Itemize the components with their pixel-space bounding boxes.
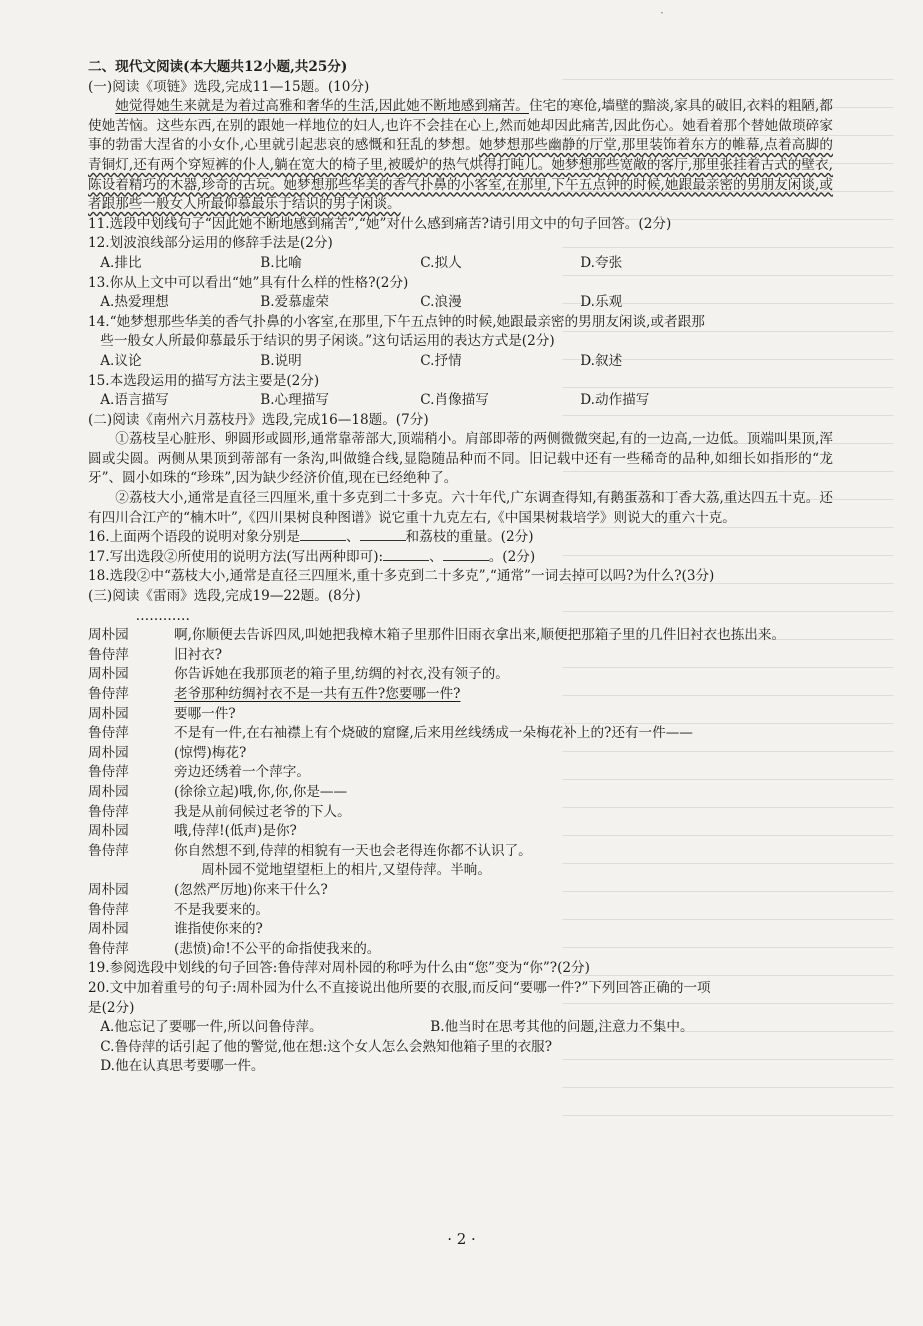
option: B.心理描写 [260,392,329,409]
option: A.他忘记了要哪一件,所以问鲁侍萍。 [100,1019,323,1036]
dialogue-block [88,626,833,959]
option: C.拟人 [420,254,462,271]
option: B.说明 [260,352,302,369]
option: D.夸张 [580,254,623,271]
q17-text-end: 。(2分) [488,548,536,565]
option: A.议论 [100,352,142,369]
option: D.乐观 [580,294,623,311]
speaker: 周朴园 [88,881,129,898]
option: C.肖像描写 [420,392,489,409]
speech: 不是有一件,在右袖襟上有个烧破的窟窿,后来用丝线绣成一朵梅花补上的?还有一件—— [174,725,693,742]
option: B.他当时在思考其他的问题,注意力不集中。 [430,1019,694,1036]
dialogue-line [88,803,833,823]
speaker: 鲁侍萍 [88,901,129,918]
dialogue-line [88,901,833,921]
q16-text: 16.上面两个语段的说明对象分别是 [88,529,300,546]
speaker: 周朴园 [88,744,129,761]
part3-heading: (三)阅读《雷雨》选段,完成19—22题。(8分) [88,588,361,605]
q15-options [88,391,833,411]
question-12: 12.划波浪线部分运用的修辞手法是(2分) [88,235,333,252]
q17-text: 17.写出选段②所使用的说明方法(写出两种即可): [88,548,384,565]
option: C.浪漫 [420,294,462,311]
speaker: 周朴园 [88,921,129,938]
question-16 [88,528,833,548]
top-mark: · [660,6,664,20]
speaker: 鲁侍萍 [88,725,129,742]
dialogue-line [88,822,833,842]
dialogue-line [88,626,833,646]
q16-sep: 、 [345,529,360,546]
option: D.他在认真思考要哪一件。 [100,1058,265,1075]
speaker: 鲁侍萍 [88,803,129,820]
q12-options [88,254,833,274]
speech: 我是从前伺候过老爷的下人。 [174,803,351,820]
question-19: 19.参阅选段中划线的句子回答:鲁侍萍对周朴园的称呼为什么由“您”变为“你”?(2分) [88,960,590,977]
underlined-speech: 老爷那种纺绸衬衣不是一共有五件?您要哪一件? [174,686,461,702]
question-14-cont: 些一般女人所最仰慕最乐于结识的男子闲谈。”这句话运用的表达方式是(2分) [100,333,555,350]
speaker: 周朴园 [88,627,129,644]
part1-passage [88,97,833,215]
stage-direction: 周朴园不觉地望望柜上的相片,又望侍萍。半晌。 [201,862,491,879]
option: C.抒情 [420,352,462,369]
dialogue-line [88,842,833,862]
q17-sep: 、 [429,548,443,565]
dialogue-line [88,685,833,705]
speech: 不是我要来的。 [174,901,270,918]
speech: (忽然严厉地)你来干什么? [174,881,328,898]
part2-paragraph-2: ②荔枝大小,通常是直径三四厘米,重十多克到二十多克。六十年代,广东调查得知,有鹅蛋荔和丁香大荔,重达四五十克。还有四川合江产的“楠木叶”,《四川果树良种图谱》说它重十九克左右,《中国果树栽培学》则说大的重六十克。 [88,490,833,526]
dialogue-line [88,920,833,940]
wavy-underlined-text: 她梦想那些幽静的厅堂,那里装饰着东方的帷幕,点着高脚的青铜灯,还有两个穿短裤的仆人,躺在宽大的椅子里,被暖炉的热气烘得打盹儿。她梦想那些宽敞的客厅,那里张挂着古式的壁衣,陈设着精巧的木器,珍奇的古玩。她梦想那些华美的香气扑鼻的小客室,在那里,下午五点钟的时候,她跟最亲密的男朋友闲谈,或者跟那些一般女人所最仰慕最乐于结识的男子闲谈。 [88,137,833,213]
question-15: 15.本选段运用的描写方法主要是(2分) [88,372,320,389]
question-20-cont: 是(2分) [88,999,135,1016]
answer-blank[interactable] [300,528,346,541]
dialogue-line [88,881,833,901]
speech: 你告诉她在我那顶老的箱子里,纺绸的衬衣,没有领子的。 [174,666,509,683]
option: B.爱慕虚荣 [260,294,329,311]
speech: 谁指使你来的? [174,921,263,938]
dialogue-ellipsis: ………… [135,607,190,624]
speaker: 周朴园 [88,666,129,683]
speaker: 周朴园 [88,783,129,800]
dialogue-line [88,646,833,666]
dialogue-line [88,783,833,803]
question-18: 18.选段②中“荔枝大小,通常是直径三四厘米,重十多克到二十多克”,“通常”一词去掉可以吗?为什么?(3分) [88,568,715,585]
dialogue-line [88,763,833,783]
speech: (徐徐立起)哦,你,你,你是—— [174,783,348,800]
answer-blank[interactable] [443,548,489,561]
section-title: 二、现代文阅读(本大题共12小题,共25分) [88,59,348,75]
answer-blank[interactable] [383,548,429,561]
dialogue-line [88,665,833,685]
speech: 哦,侍萍!(低声)是你? [174,823,297,840]
page-number: · 2 · [447,1230,476,1248]
speech: 啊,你顺便去告诉四凤,叫她把我樟木箱子里那件旧雨衣拿出来,顺便把那箱子里的几件旧衬衣也拣出来。 [174,627,786,644]
question-13: 13.你从上文中可以看出“她”具有什么样的性格?(2分) [88,274,409,291]
speech: (惊愕)梅花? [174,744,247,761]
q13-options [88,293,833,313]
passage-text: 住宅的寒伧,墙壁的黯淡,家具的破旧,衣料的粗陋,都使她苦恼。这些东西,在别的跟她一样地位的妇人,也许不会挂在心上,然而她却因此痛苦,因此伤心。她看着那个替她做琐碎家事的勃雷大涅省的小女仆,心里就引起悲哀的感慨和狂乱的梦想。 [88,98,833,154]
option: A.排比 [100,254,142,271]
speech: (悲愤)命!不公平的命指使我来的。 [174,940,381,957]
option: C.鲁侍萍的话引起了他的警觉,他在想:这个女人怎么会熟知他箱子里的衣服? [100,1038,553,1055]
speaker: 鲁侍萍 [88,764,129,781]
option: A.语言描写 [100,392,169,409]
dialogue-line [88,705,833,725]
part2-paragraph-1: ①荔枝呈心脏形、卵圆形或圆形,通常靠蒂部大,顶端稍小。肩部即蒂的两侧微微突起,有的一边高,一边低。顶端叫果顶,浑圆或尖圆。两侧从果顶到蒂部有一条沟,叫做缝合线,显隐随品种而不同。旧记载中还有一些稀奇的品种,如细长如指形的“龙牙”、圆小如珠的“珍珠”,因为缺少经济价值,现在已经绝种了。 [88,431,833,487]
dialogue-line [88,940,833,960]
question-17 [88,548,833,568]
question-14: 14.“她梦想那些华美的香气扑鼻的小客室,在那里,下午五点钟的时候,她跟最亲密的男朋友闲谈,或者跟那 [88,313,705,330]
speaker: 鲁侍萍 [88,686,129,702]
speech: 你自然想不到,侍萍的相貌有一天也会老得连你都不认识了。 [174,842,532,859]
option: A.热爱理想 [100,294,169,311]
option: D.动作描写 [580,392,650,409]
q14-options [88,352,833,372]
speech: 要哪一件? [174,705,236,722]
dialogue-line [88,724,833,744]
speaker: 鲁侍萍 [88,940,129,957]
option: D.叙述 [580,352,623,369]
q16-text-end: 和荔枝的重量。(2分) [405,529,534,546]
underlined-sentence: 她觉得她生来就是为着过高雅和奢华的生活,因此她不断地感到痛苦。 [115,98,529,115]
q20-options-ab [88,1018,833,1038]
speaker: 周朴园 [88,823,129,840]
option: B.比喻 [260,254,302,271]
speaker: 周朴园 [88,705,129,722]
speech: 旁边还绣着一个萍字。 [174,764,310,781]
speech: 旧衬衣? [174,646,223,663]
question-20: 20.文中加着重号的句子:周朴园为什么不直接说出他所要的衣服,而反问“要哪一件?”下列回答正确的一项 [88,979,711,996]
part1-heading: (一)阅读《项链》选段,完成11—15题。(10分) [88,78,370,95]
dialogue-line [88,744,833,764]
speaker: 鲁侍萍 [88,842,129,859]
question-11: 11.选段中划线句子“因此她不断地感到痛苦”,“她”对什么感到痛苦?请引用文中的句子回答。(2分) [88,215,672,232]
speaker: 鲁侍萍 [88,646,129,663]
answer-blank[interactable] [360,528,406,541]
part2-heading: (二)阅读《南州六月荔枝丹》选段,完成16—18题。(7分) [88,411,429,428]
